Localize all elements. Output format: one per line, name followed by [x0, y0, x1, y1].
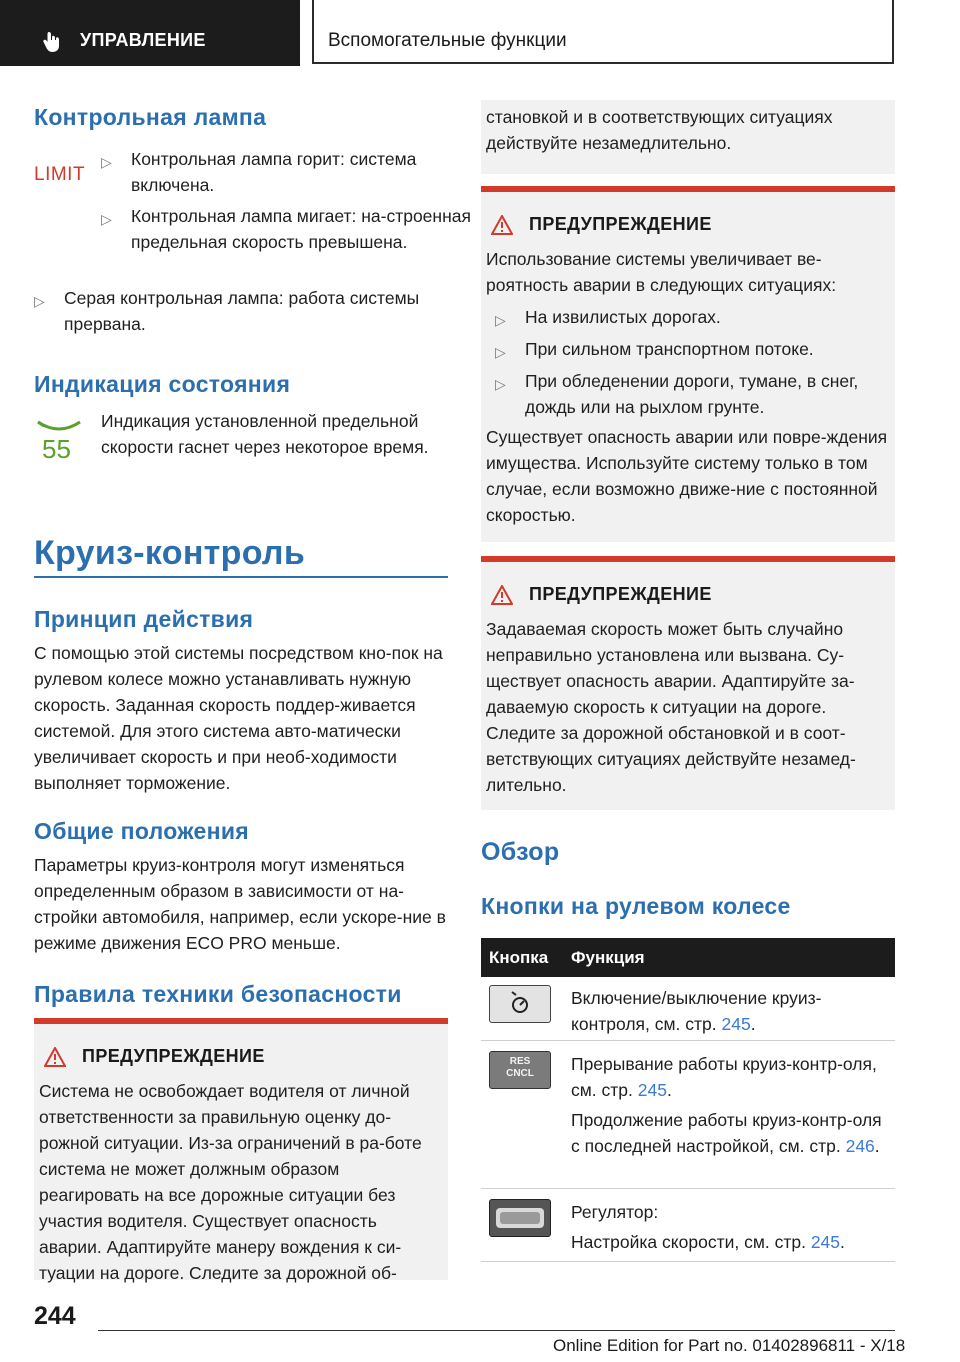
warning-bar — [34, 1018, 448, 1024]
heading-general: Общие положения — [34, 818, 249, 844]
warning-title: ПРЕДУПРЕЖДЕНИЕ — [529, 214, 712, 234]
warning-heading — [491, 584, 712, 605]
table-row — [481, 1041, 895, 1189]
warning-heading — [44, 1046, 265, 1067]
page-link[interactable]: 245 — [810, 1232, 841, 1252]
page-number: 244 — [34, 1302, 76, 1330]
warning-bullet — [495, 368, 865, 420]
warning-bullet-text: При сильном транспортном потоке. — [525, 339, 814, 359]
chapter-label: Вспомогательные функции — [328, 30, 567, 51]
warning-triangle-icon — [491, 215, 513, 235]
warning-bar — [481, 556, 895, 562]
principle-text: С помощью этой системы посредством кно-пок на рулевом колесе можно устанавливать нужную скорость. Заданная скорость поддер-живается системой. Для этого система авто-матически увеличивает скорость и при необ-ходимости выполняет торможение. — [34, 643, 443, 793]
table-row — [481, 1189, 895, 1262]
continuation-text: становкой и в соответствующих ситуациях действуйте незамедлительно. — [486, 107, 833, 153]
col-header-button: Кнопка — [489, 948, 549, 967]
warning-bullet-text: На извилистых дорогах. — [525, 307, 721, 327]
warning-text: Существует опасность аварии или повре-ждения имущества. Используйте систему только в том случае, если возможно движе-ние с постоянной скоростью. — [486, 427, 888, 525]
col-header-function: Функция — [571, 948, 645, 967]
bullet-triangle-icon: ▷ — [34, 293, 45, 309]
lamp-bullet-2 — [101, 203, 476, 255]
section-label: УПРАВЛЕНИЕ — [80, 30, 206, 50]
gray-lamp-text: Серая контрольная лампа: работа системы прервана. — [64, 288, 420, 334]
res-cncl-button-icon: RES CNCL — [489, 1051, 551, 1089]
warning-title: ПРЕДУПРЕЖДЕНИЕ — [529, 584, 712, 604]
heading-underline — [34, 576, 448, 578]
edition-text: Online Edition for Part no. 01402896811 - X/18 — [553, 1336, 906, 1355]
status-text: Индикация установленной предельной скорости гаснет через некоторое время. — [101, 411, 429, 457]
speed-limit-status-icon — [34, 418, 84, 468]
warning-heading — [491, 214, 712, 235]
page-link[interactable]: 246 — [845, 1136, 875, 1156]
row-function-text: Прерывание работы круиз-контр-оля, см. стр. 245. — [571, 1054, 877, 1100]
table-row — [481, 977, 895, 1041]
hand-pointer-icon — [40, 30, 64, 54]
warning-title: ПРЕДУПРЕЖДЕНИЕ — [82, 1046, 265, 1066]
buttons-table — [481, 938, 895, 1262]
warning-text: Система не освобождает водителя от личной ответственности за правильную оценку до-рожной ситуации. Из-за ограничений в ра-боте система не может должным образом реагировать на все дорожные ситуации без участия водителя. Существует опасность аварии. Адаптируйте манеру вождения к си-туации на дороге. Следите за дорожной об- — [39, 1081, 422, 1283]
lamp-bullet-text: Контрольная лампа мигает: на-строенная предельная скорость превышена. — [131, 206, 471, 252]
limit-icon: LIMIT — [34, 164, 86, 185]
rocker-switch-icon — [489, 1199, 551, 1237]
heading-control-lamp: Контрольная лампа — [34, 104, 267, 130]
bullet-triangle-icon: ▷ — [495, 312, 506, 328]
gray-lamp-bullet — [34, 285, 478, 337]
lamp-bullet-text: Контрольная лампа горит: система включена. — [131, 149, 417, 195]
warning-bullet — [495, 336, 920, 362]
chapter-tab[interactable] — [312, 0, 894, 64]
warning-bullet-text: При обледенении дороги, тумане, в снег, дождь или на рыхлом грунте. — [525, 371, 859, 417]
warning-bullet — [495, 304, 920, 330]
warning-box-3 — [481, 556, 895, 810]
heading-principle: Принцип действия — [34, 606, 254, 632]
warning-intro: Использование системы увеличивает ве-роятность аварии в следующих ситуациях: — [486, 249, 837, 295]
warning-box-2 — [481, 186, 895, 542]
page-header — [0, 0, 960, 66]
heading-cruise-control: Круиз-контроль — [34, 534, 306, 572]
general-text: Параметры круиз-контроля могут изменяться определенным образом в зависимости от на-стройки автомобиля, например, если ускоре-ние в режиме движения ECO PRO меньше. — [34, 855, 446, 953]
page-link[interactable]: 245 — [721, 1014, 751, 1034]
bullet-triangle-icon: ▷ — [101, 154, 112, 170]
warning-continuation — [481, 100, 895, 174]
warning-bar — [481, 186, 895, 192]
warning-box-1 — [34, 1018, 448, 1283]
bullet-triangle-icon: ▷ — [495, 376, 506, 392]
footer-rule — [98, 1330, 895, 1331]
lamp-bullet-1 — [101, 146, 476, 198]
warning-triangle-icon — [491, 585, 513, 605]
heading-buttons: Кнопки на рулевом колесе — [481, 893, 791, 919]
bullet-triangle-icon: ▷ — [495, 344, 506, 360]
heading-overview: Обзор — [481, 838, 560, 866]
bullet-triangle-icon: ▷ — [101, 211, 112, 227]
row-function-text: Включение/выключение круиз-контроля, см. стр. 245. — [571, 988, 822, 1034]
section-tab[interactable] — [0, 0, 300, 66]
row-function-text: Регулятор: — [571, 1202, 659, 1222]
cruise-onoff-button-icon — [489, 985, 551, 1023]
row-function-text: Продолжение работы круиз-контр-оля с последней настройкой, см. стр. 246. — [571, 1110, 882, 1156]
table-header — [481, 938, 895, 977]
heading-status: Индикация состояния — [34, 371, 291, 397]
row-function-text: Настройка скорости, см. стр. 245. — [571, 1232, 845, 1252]
page-link[interactable]: 245 — [637, 1080, 667, 1100]
warning-triangle-icon — [44, 1047, 66, 1067]
status-speed-value: 55 — [42, 434, 71, 464]
heading-safety: Правила техники безопасности — [34, 981, 402, 1007]
warning-text: Задаваемая скорость может быть случайно неправильно установлена или вызвана. Су-ществует опасность аварии. Адаптируйте за-даваемую скорость к ситуации на дороге. Следите за дорожной обстановкой и в соот-ветствующих ситуациях действуйте незамед-лительно. — [486, 619, 856, 795]
